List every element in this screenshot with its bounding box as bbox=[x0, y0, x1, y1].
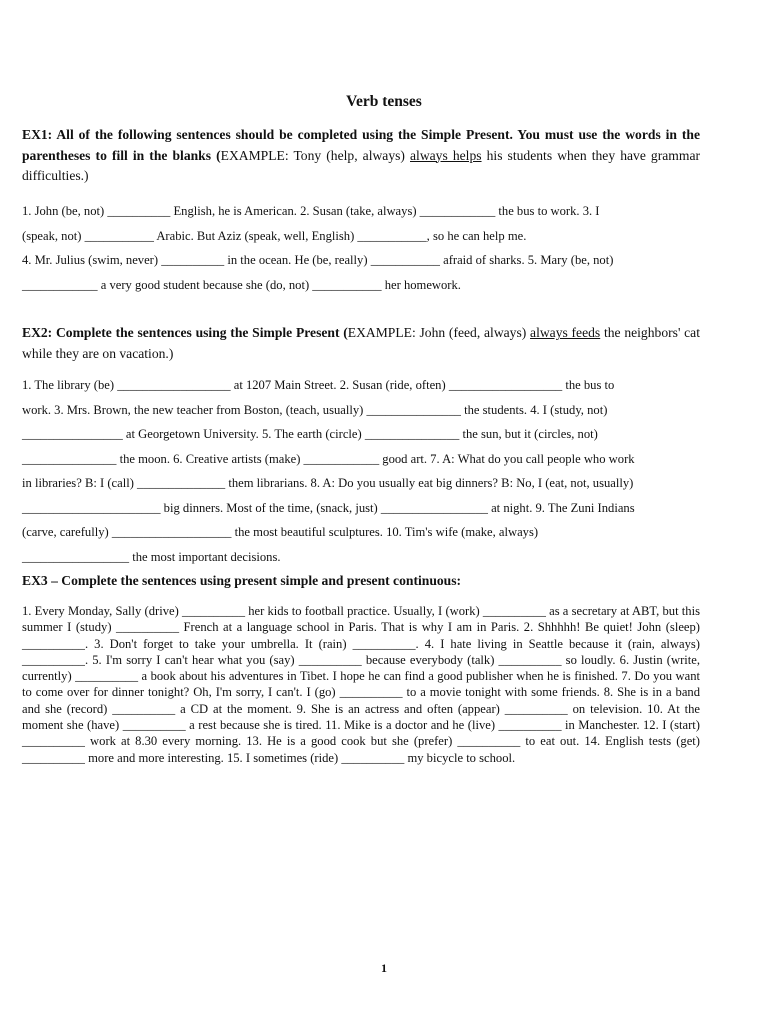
ex2-line: (carve, carefully) ___________________ the most beautiful sculptures. 10. Tim's wife (make, always) bbox=[22, 525, 539, 539]
ex2-example-rest: the neighbors' cat while they are on vacation.) bbox=[22, 325, 700, 361]
ex2-line: ________________ at Georgetown University. 5. The earth (circle) _______________ the sun, but it (circles, not) bbox=[22, 427, 598, 441]
ex2-line: ______________________ big dinners. Most of the time, (snack, just) _________________ at night. 9. The Zuni Indians bbox=[22, 500, 635, 515]
ex1-line: (speak, not) ___________ Arabic. But Aziz (speak, well, English) ___________, so he can help me. bbox=[22, 228, 527, 243]
ex2-line: work. 3. Mrs. Brown, the new teacher from Boston, (teach, usually) _______________ the students. 4. I (study, not) bbox=[22, 402, 608, 417]
ex2-line: _______________ the moon. 6. Creative artists (make) ____________ good art. 7. A: What do you call people who work bbox=[22, 451, 635, 466]
ex2-line: in libraries? B: I (call) ______________ them librarians. 8. A: Do you usually eat big dinners? B: No, I (eat, not, usually) bbox=[22, 476, 634, 490]
page-number: 1 bbox=[381, 961, 387, 975]
ex2-instructions bbox=[22, 323, 700, 364]
page-title: Verb tenses bbox=[346, 93, 422, 110]
ex2-example-label: EXAMPLE: John (feed, always) bbox=[347, 325, 531, 340]
ex1-instructions bbox=[22, 125, 700, 187]
ex2-example-answer: always feeds bbox=[530, 325, 601, 340]
ex1-example-answer: always helps bbox=[410, 147, 482, 163]
ex2-line: _________________ the most important decisions. bbox=[22, 549, 281, 564]
ex1-line: 1. John (be, not) __________ English, he is American. 2. Susan (take, always) ____________ the bus to work. 3. I bbox=[22, 204, 600, 218]
ex2-exercise-text bbox=[22, 373, 700, 569]
ex2-line: 1. The library (be) __________________ at 1207 Main Street. 2. Susan (ride, often) __________________ the bus to bbox=[22, 378, 615, 392]
ex1-exercise-text bbox=[22, 199, 700, 297]
ex1-line: 4. Mr. Julius (swim, never) __________ in the ocean. He (be, really) ___________ afraid of sharks. 5. Mary (be, not) bbox=[22, 253, 614, 267]
ex1-heading: EX1: All of the following sentences should be completed using the Simple Present. You must use the words in the parentheses to fill in the blanks ( bbox=[22, 127, 700, 163]
ex3-exercise-text: 1. Every Monday, Sally (drive) __________ her kids to football practice. Usually, I (work) __________ as a secretary at ABT, but this summer I (study) __________ French at a language school in Paris. That is why I am in Paris. 2. Shhhhh! Be quiet! John (sleep) __________. 3. Don't forget to take your umbrella. It (rain) __________. 4. I hate living in Seattle because it (rain, always) __________. 5. I'm sorry I can't hear what you (say) __________ because everybody (talk) __________ so loudly. 6. Justin (write, currently) __________ a book about his adventures in Tibet. I hope he can find a good publisher when he is finished. 7. Do you want to come over for dinner tonight? Oh, I'm sorry, I can't. I (go) __________ to a movie tonight with some friends. 8. She is in a band and she (record) __________ a CD at the moment. 9. She is an actress and often (appear) __________ on television. 10. At the moment she (have) __________ a rest because she is tired. 11. Mike is a doctor and he (live) __________ in Manchester. 12. I (start) __________ work at 8.30 every morning. 13. He is a good cook but she (prefer) __________ to eat out. 14. English tests (get) __________ more and more interesting. 15. I sometimes (ride) __________ my bicycle to school. bbox=[22, 604, 700, 765]
ex1-example-label: EXAMPLE: Tony (help, always) bbox=[220, 147, 411, 163]
ex1-line: ____________ a very good student because she (do, not) ___________ her homework. bbox=[22, 277, 461, 292]
ex1-example-rest: his students when they have grammar difficulties.) bbox=[22, 147, 700, 183]
ex2-heading: EX2: Complete the sentences using the Simple Present ( bbox=[22, 325, 348, 340]
ex3-heading: EX3 – Complete the sentences using present simple and present continuous: bbox=[22, 573, 462, 588]
